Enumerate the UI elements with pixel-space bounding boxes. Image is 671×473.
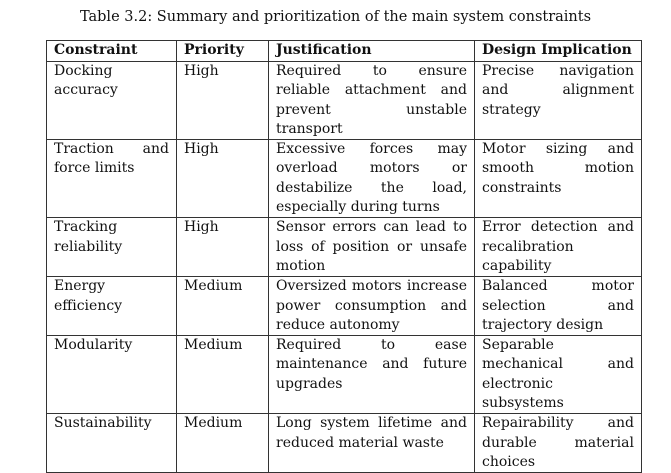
table-header-row [47, 41, 642, 62]
design-implication-cell: Separable mechanical and electronic subsystems [475, 336, 642, 414]
table-row [47, 62, 642, 140]
priority-cell: High [177, 62, 269, 140]
design-implication-cell: Repairability and durable material choices [475, 414, 642, 473]
design-implication-cell: Balanced motor selection and trajectory design [475, 277, 642, 336]
constraint-cell: Tracking reliability [47, 218, 177, 277]
table-caption: Table 3.2: Summary and prioritization of the main system constraints [79, 9, 592, 25]
table-row [47, 414, 642, 473]
constraints-table [46, 40, 642, 473]
justification-cell: Required to ease maintenance and future upgrades [269, 336, 475, 414]
table-row [47, 140, 642, 218]
table-row [47, 218, 642, 277]
design-implication-cell: Motor sizing and smooth motion constraints [475, 140, 642, 218]
design-implication-cell: Precise navigation and alignment strategy [475, 62, 642, 140]
priority-cell: Medium [177, 277, 269, 336]
constraint-cell: Modularity [47, 336, 177, 414]
header-justification: Justification [269, 41, 475, 62]
table-row [47, 336, 642, 414]
table-row [47, 277, 642, 336]
justification-cell: Oversized motors increase power consumption and reduce autonomy [269, 277, 475, 336]
header-constraint: Constraint [47, 41, 177, 62]
constraint-cell: Docking accuracy [47, 62, 177, 140]
priority-cell: High [177, 140, 269, 218]
justification-cell: Excessive forces may overload motors or destabilize the load, especially during turns [269, 140, 475, 218]
constraint-cell: Traction and force limits [47, 140, 177, 218]
header-priority: Priority [177, 41, 269, 62]
design-implication-cell: Error detection and recalibration capability [475, 218, 642, 277]
priority-cell: High [177, 218, 269, 277]
constraint-cell: Energy efficiency [47, 277, 177, 336]
header-design-implication: Design Implication [475, 41, 642, 62]
constraint-cell: Sustainability [47, 414, 177, 473]
priority-cell: Medium [177, 336, 269, 414]
priority-cell: Medium [177, 414, 269, 473]
justification-cell: Sensor errors can lead to loss of position or unsafe motion [269, 218, 475, 277]
justification-cell: Required to ensure reliable attachment and prevent unstable transport [269, 62, 475, 140]
justification-cell: Long system lifetime and reduced material waste [269, 414, 475, 473]
